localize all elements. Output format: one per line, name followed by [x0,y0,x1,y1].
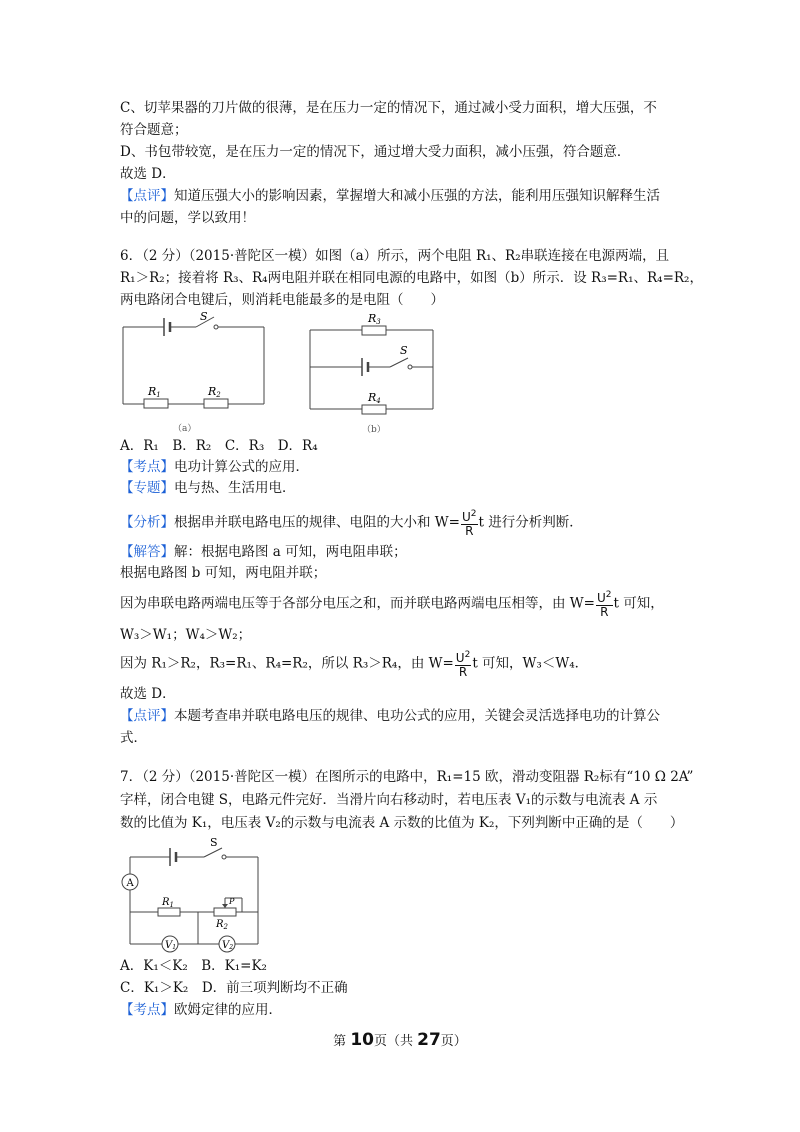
q7-r2-label: R [216,919,224,930]
fenxi-text-b: t 进行分析判断． [478,514,583,531]
page-number: 10 [350,1030,374,1050]
v2-label: V [222,940,230,951]
v1-label: V [165,940,173,951]
fig-a-r1-label: R [148,385,157,398]
zhuanti-text: 电与热、生活用电． [174,480,296,496]
q6-jieda-2: 根据电路图 b 可知，两电阻并联； [120,565,327,581]
q7-line1: 7．（2 分）（2015·普陀区一模）在图所示的电路中，R₁=15 欧，滑动变阻器 R₂标有“10 Ω 2A” [120,769,694,785]
dianping-tag: 【点评】 [120,708,174,724]
svg-text:V2 [222,940,233,951]
fig-a-r2-sub: 2 [216,391,221,399]
q6-jieda-5: 因为 R₁＞R₂，R₃=R₁、R₄=R₂，所以 R₃＞R₄，由 W= $\frac{U^2}{R}$ t 可知，W₃＜W₄． [120,650,589,679]
v2-sub: 2 [229,944,234,951]
para-d-line1: D、书包带较宽，是在压力一定的情况下，通过增大受力面积，减小压强，符合题意． [120,144,631,160]
q6-jieda-4: W₃＞W₁；W₄＞W₂； [120,627,252,643]
fig-a-caption: （a） [173,424,197,434]
q6-options: A．R₁ B．R₂ C．R₃ D．R₄ [120,438,318,454]
q6-answer: 故选 D． [120,686,176,702]
q6-kaodian [120,457,309,477]
kaodian-tag: 【考点】 [120,1002,174,1018]
circuit-figure-a [118,312,268,437]
formula-fraction: $\frac{U^2}{R}$ [461,509,477,538]
q7-kaodian [120,1000,282,1020]
fig-b-r4-label: R [368,391,377,404]
comment-tag: 【点评】 [120,188,174,204]
q7-line2: 字样，闭合电键 S，电路元件完好．当滑片向右移动时，若电压表 V₁的示数与电流表 A 示 [120,792,658,808]
formula-fraction: $\frac{U^2}{R}$ [455,650,471,679]
svg-text:R1 [147,385,161,399]
q6-jieda-3: 因为串联电路两端电压等于各部分电压之和，而并联电路两端电压相等，由 W= $\frac{U^2}{R}$ t 可知， [120,590,664,619]
fig-a-r1-sub: 1 [156,391,161,399]
q7-options-1: A．K₁＜K₂ B．K₁=K₂ [120,958,267,974]
svg-text:R2 [215,919,229,931]
q6-jieda-1 [120,542,407,562]
circuit-figure-b [306,310,438,438]
svg-text:R1 [161,897,174,909]
q7-line3: 数的比值为 K₁，电压表 V₂的示数与电流表 A 示数的比值为 K₂，下列判断中正确的是（ ） [120,815,684,831]
ammeter-label: A [126,878,134,889]
svg-text:R3 [367,312,381,326]
svg-text:R2 [207,385,221,399]
fig-b-r3-sub: 3 [376,318,381,326]
zhuanti-tag: 【专题】 [120,480,174,496]
q6-zhuanti [120,478,296,498]
comment-1-line2: 中的问题，学以致用！ [120,210,255,226]
q6-dianping-2: 式． [120,730,147,746]
q7-options-2: C．K₁＞K₂ D．前三项判断均不正确 [120,980,348,996]
q6-line2: R₁＞R₂；接着将 R₃、R₄两电阻并联在相同电源的电路中，如图（b）所示．设 R₃=R₁、R₄=R₂， [120,270,703,286]
fenxi-text-a: 根据串并联电路电压的规律、电阻的大小和 W= [174,514,460,531]
fig-a-r2-label: R [208,385,217,398]
q7-r1-sub: 1 [169,901,174,909]
dianping-text: 本题考查串并联电路电压的规律、电功公式的应用，关键会灵活选择电功的计算公 [174,708,660,724]
kaodian-tag: 【考点】 [120,459,174,475]
q7-r1-label: R [162,897,170,908]
answer-1: 故选 D． [120,166,176,182]
fig-a-switch-label: S [200,312,208,323]
formula-fraction: $\frac{U^2}{R}$ [596,590,612,619]
svg-text:V1 [165,940,176,951]
page-total: 27 [417,1030,441,1050]
svg-text:R4 [367,391,381,405]
slider-p-label: P [229,897,235,906]
fenxi-tag: 【分析】 [120,514,174,531]
q7-r2-sub: 2 [223,923,228,931]
q7-switch-label: S [210,836,218,849]
kaodian-text: 电功计算公式的应用． [174,459,309,475]
q6-line3: 两电路闭合电键后，则消耗电能最多的是电阻（ ） [120,292,444,308]
v1-sub: 1 [172,944,177,951]
fig-b-caption: （b） [362,425,386,435]
q6-fenxi [120,508,583,538]
fig-b-r3-label: R [368,312,377,325]
kaodian-text: 欧姆定律的应用． [174,1002,282,1018]
fig-b-r4-sub: 4 [376,397,381,405]
q6-line1: 6．（2 分）（2015·普陀区一模）如图（a）所示，两个电阻 R₁、R₂串联连接在电源两端，且 [120,248,670,264]
jieda-text-1: 解：根据电路图 a 可知，两电阻串联； [174,544,407,560]
page-footer: 第 10页（共 27页） [333,1030,467,1050]
q6-dianping-1 [120,706,660,726]
jieda-tag: 【解答】 [120,544,174,560]
fig-b-switch-label: S [400,344,408,357]
comment-1-line1 [120,186,660,206]
para-c-line1: C、切苹果器的刀片做的很薄，是在压力一定的情况下，通过减小受力面积，增大压强，不 [120,100,657,116]
comment-text: 知道压强大小的影响因素，掌握增大和减小压强的方法，能利用压强知识解释生活 [174,188,660,204]
para-c-line2: 符合题意； [120,122,188,138]
circuit-figure-q7 [118,832,268,954]
